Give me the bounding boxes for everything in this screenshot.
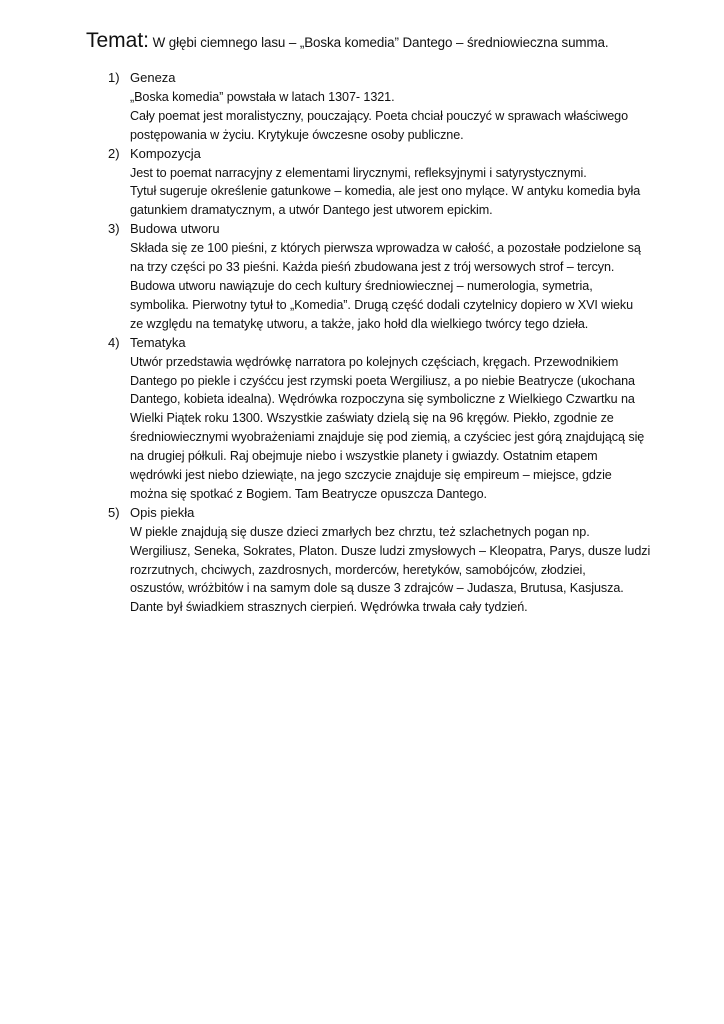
- section-text-line: na drugiej półkuli. Raj obejmuje niebo i wszystkie planety i gwiazdy. Ostatnim etapem: [130, 449, 598, 464]
- section-heading: Tematyka: [130, 334, 186, 350]
- section-text-line: postępowania w życiu. Krytykuje ówczesne osoby publiczne.: [130, 127, 464, 142]
- section-item: [108, 504, 668, 617]
- title-label: Temat:: [86, 29, 150, 52]
- section-text-line: „Boska komedia” powstała w latach 1307- 1321.: [130, 89, 395, 104]
- section-text-line: oszustów, wróżbitów i na samym dole są dusze 3 zdrajców – Judasza, Brutusa, Kasjusza.: [130, 581, 624, 596]
- section-text-line: symbolika. Pierwotny tytuł to „Komedia”. Drugą część dodali czytelnicy dopiero w XVI wieku: [130, 297, 634, 312]
- section-text-line: rozrzutnych, chciwych, zazdrosnych, morderców, heretyków, samobójców, złodziei,: [130, 562, 586, 577]
- page-title: [86, 28, 609, 56]
- section-text-line: gatunkiem dramatycznym, a utwór Dantego jest utworem epickim.: [130, 203, 493, 218]
- section-list: [108, 69, 668, 617]
- title-text: W głębi ciemnego lasu – „Boska komedia” Dantego – średniowieczna summa.: [149, 35, 609, 50]
- section-text-line: Cały poemat jest moralistyczny, pouczający. Poeta chciał pouczyć w sprawach właściwego: [130, 108, 629, 123]
- section-item: [108, 334, 668, 504]
- section-item: [108, 220, 668, 333]
- section-item: [108, 145, 668, 221]
- section-text-line: wędrówki jest niebo dziewiąte, na jego szczycie znajduje się empireum – miejsce, gdzie: [130, 468, 612, 483]
- section-number: 1): [108, 70, 120, 85]
- section-heading: Geneza: [130, 70, 176, 85]
- section-text-line: Tytuł sugeruje określenie gatunkowe – komedia, ale jest ono mylące. W antyku komedia była: [130, 184, 641, 199]
- section-text-line: Wielki Piątek roku 1300. Wszystkie zaświaty dzielą się na 96 kręgów. Piekło, zgodnie ze: [130, 411, 614, 426]
- section-text-line: W piekle znajdują się dusze dzieci zmarłych bez chrztu, też szlachetnych pogan np.: [130, 524, 590, 539]
- section-text-line: Budowa utworu nawiązuje do cech kultury średniowiecznej – numerologia, symetria,: [130, 278, 593, 293]
- section-text-line: Wergiliusz, Seneka, Sokrates, Platon. Dusze ludzi zmysłowych – Kleopatra, Parys, dusze ludzi: [130, 543, 651, 558]
- section-text-line: Utwór przedstawia wędrówkę narratora po kolejnych częściach, kręgach. Przewodnikiem: [130, 354, 619, 369]
- section-text-line: Dantego po piekle i czyśćcu jest rzymski poeta Wergiliusz, a po niebie Beatrycze (ukochana: [130, 373, 635, 388]
- section-text-line: Jest to poemat narracyjny z elementami lirycznymi, refleksyjnymi i satyrystycznymi.: [130, 165, 587, 180]
- section-text-line: na trzy części po 33 pieśni. Każda pieśń zbudowana jest z trój wersowych strof – tercyn.: [130, 260, 615, 275]
- section-heading: Opis piekła: [130, 504, 195, 520]
- section-heading: Budowa utworu: [130, 221, 220, 237]
- section-number: 2): [108, 145, 120, 161]
- section-item: [108, 69, 668, 145]
- section-text-line: Dantego, kobieta idealna). Wędrówka rozpoczyna się symboliczne z Wielkiego Czwartku na: [130, 392, 635, 407]
- section-number: 3): [108, 221, 120, 237]
- section-heading: Kompozycja: [130, 145, 201, 161]
- section-text-line: można się spotkać z Bogiem. Tam Beatrycze opuszcza Dantego.: [130, 486, 487, 501]
- section-number: 5): [108, 504, 120, 520]
- section-text-line: Składa się ze 100 pieśni, z których pierwsza wprowadza w całość, a pozostałe podzielone są: [130, 241, 641, 256]
- section-text-line: średniowiecznymi wyobrażeniami znajduje się pod ziemią, a czyściec jest górą znajdującą się: [130, 430, 645, 445]
- section-number: 4): [108, 334, 120, 350]
- section-text-line: ze względu na tematykę utworu, a także, jako hołd dla wielkiego twórcy tego dzieła.: [130, 316, 589, 331]
- section-text-line: Dante był świadkiem strasznych cierpień. Wędrówka trwała cały tydzień.: [130, 600, 528, 615]
